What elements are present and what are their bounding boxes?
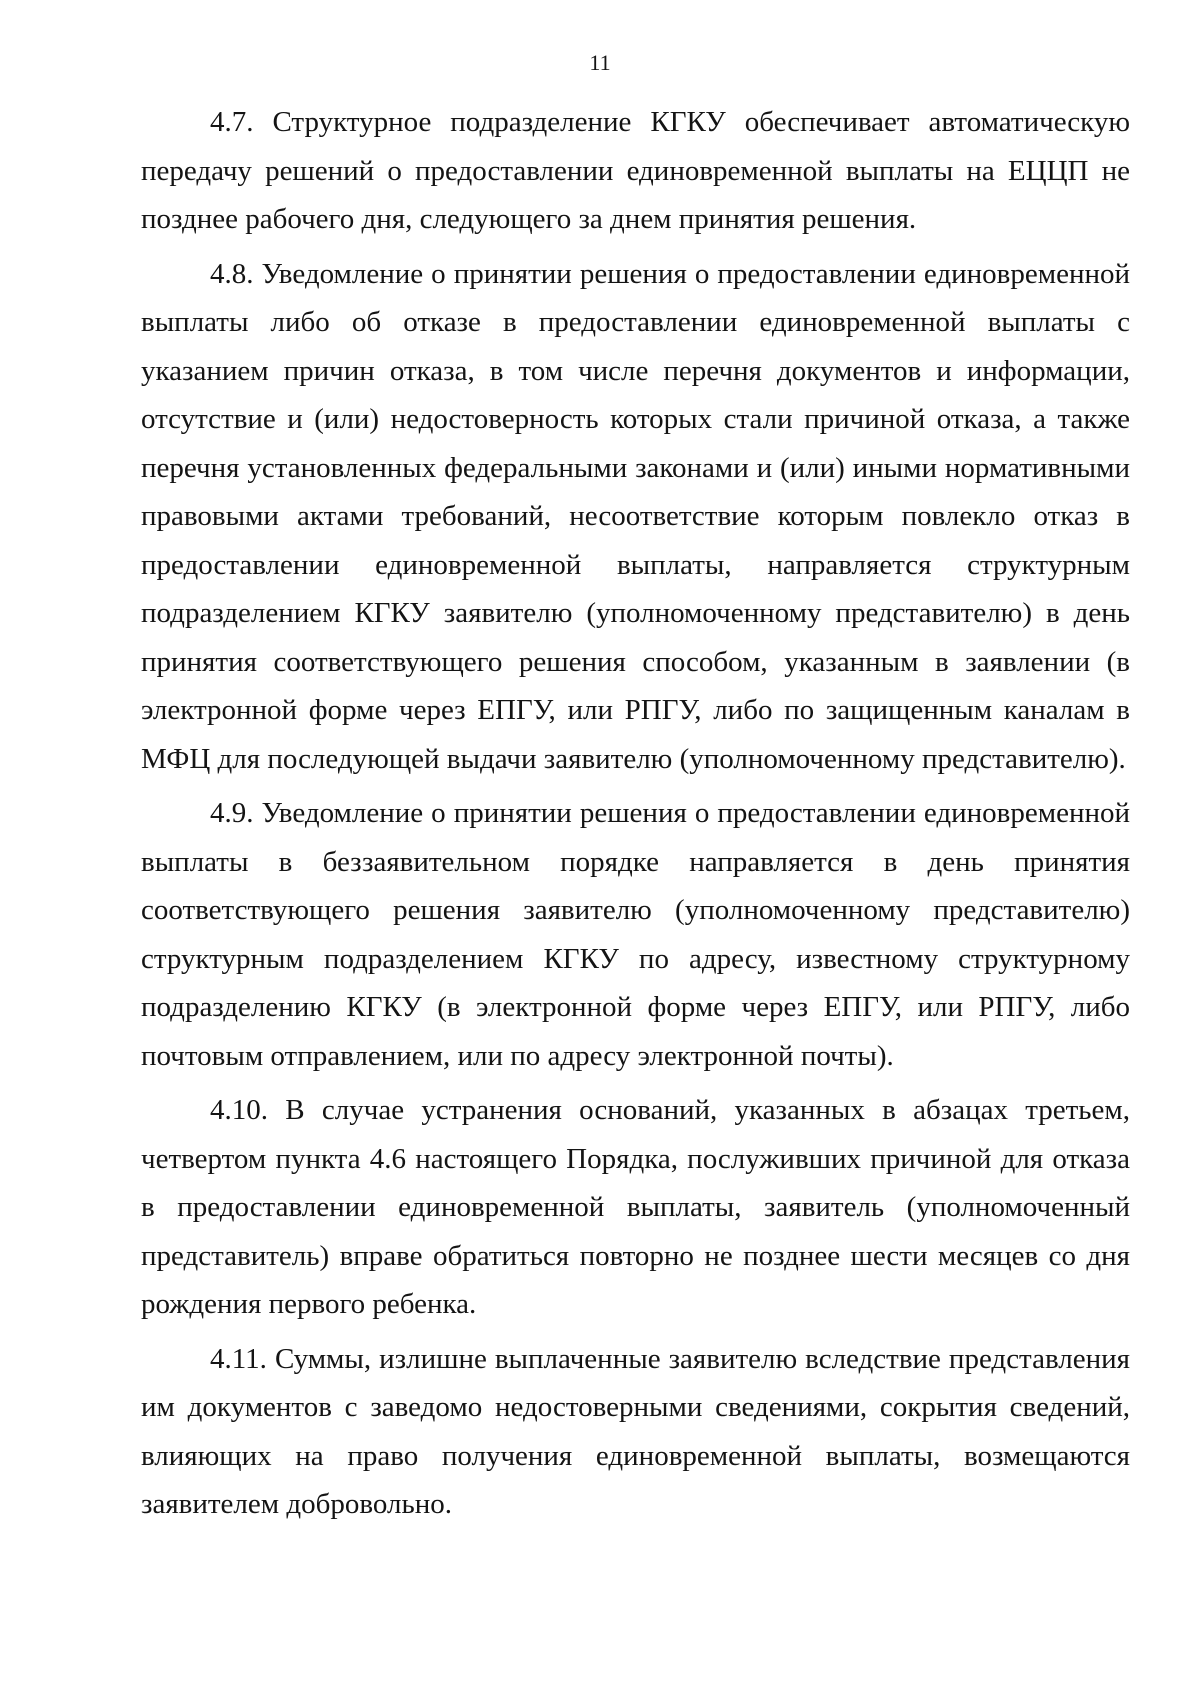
paragraph-number: 4.9. bbox=[210, 797, 254, 829]
paragraph-text: Уведомление о принятии решения о предоставлении единовременной выплаты в беззаявительном порядке направляется в день принятия соответствующего решения заявителю (уполномоченному представителю) структурным подразделением КГКУ по адресу, известному структурному подразделению КГКУ (в электронной форме через ЕПГУ, или РПГУ, либо почтовым отправлением, или по адресу электронной почты). bbox=[141, 797, 1131, 1072]
paragraph-number: 4.8. bbox=[210, 257, 254, 290]
paragraph-number: 4.7. bbox=[210, 106, 254, 138]
paragraph-4-11 bbox=[141, 1335, 1130, 1529]
paragraph-text: В случае устранения оснований, указанных в абзацах третьем, четвертом пункта 4.6 настоящего Порядка, послуживших причиной для отказа в предоставлении единовременной выплаты, заявитель (уполномоченный представитель) вправе обратиться повторно не позднее шести месяцев со дня рождения первого ребенка. bbox=[141, 1094, 1131, 1320]
page-number: 11 bbox=[589, 50, 611, 75]
paragraph-4-9 bbox=[141, 789, 1130, 1080]
paragraph-4-8 bbox=[141, 250, 1130, 784]
paragraph-number: 4.10. bbox=[210, 1094, 268, 1126]
paragraph-text: Структурное подразделение КГКУ обеспечивает автоматическую передачу решений о предоставлении единовременной выплаты на ЕЦЦП не позднее рабочего дня, следующего за днем принятия решения. bbox=[141, 106, 1130, 235]
paragraph-4-10 bbox=[141, 1086, 1130, 1329]
paragraph-4-7 bbox=[141, 98, 1130, 244]
paragraph-number: 4.11. bbox=[210, 1342, 267, 1375]
paragraph-text: Уведомление о принятии решения о предоставлении единовременной выплаты либо об отказе в предоставлении единовременной выплаты с указанием причин отказа, в том числе перечня документов и информации, отсутствие и (или) недостоверность которых стали причиной отказа, а также перечня установленных федеральными законами и (или) иными нормативными правовыми актами требований, несоответствие которым повлекло отказ в предоставлении единовременной выплаты, направляется структурным подразделением КГКУ заявителю (уполномоченному представителю) в день принятия соответствующего решения способом, указанным в заявлении (в электронной форме через ЕПГУ, или РПГУ, либо по защищенным каналам в МФЦ для последующей выдачи заявителю (уполномоченному представителю). bbox=[141, 257, 1131, 775]
document-body bbox=[141, 98, 1130, 1529]
paragraph-text: Суммы, излишне выплаченные заявителю вследствие представления им документов с заведомо недостоверными сведениями, сокрытия сведений, влияющих на право получения единовременной выплаты, возмещаются заявителем добровольно. bbox=[141, 1342, 1130, 1520]
